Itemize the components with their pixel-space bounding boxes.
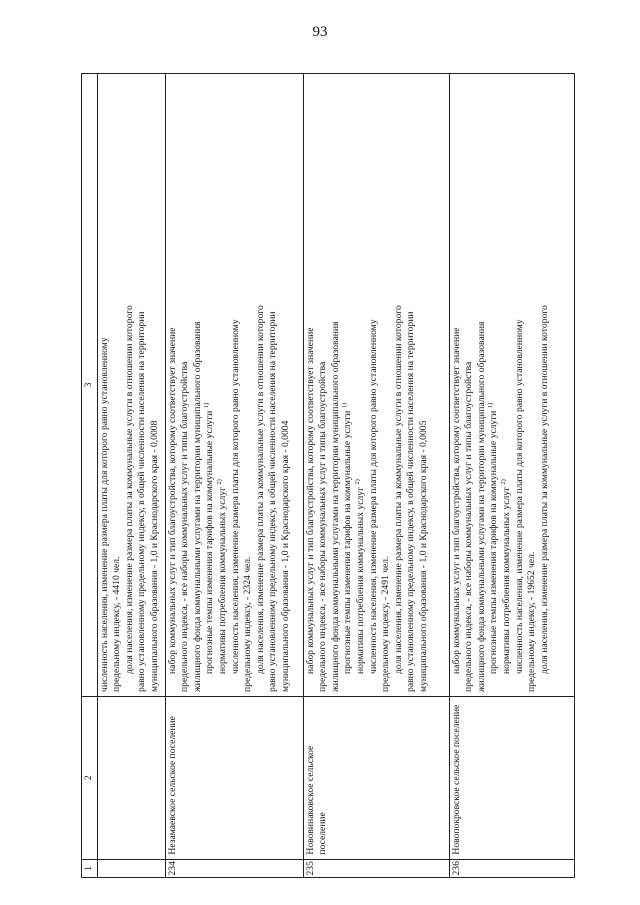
- detail-line: жилищного фонда коммунальными услугами на территории муниципального образования: [191, 321, 203, 692]
- row-municipality: Незамаевское сельское поселение: [165, 696, 303, 859]
- detail-line: предельного индекса, - все наборы коммунальных услуг и типы благоустройства: [463, 361, 475, 692]
- detail-line-text: нормативы потребления коммунальных услуг: [354, 487, 366, 674]
- detail-line-text: нормативы потребления коммунальных услуг: [216, 487, 228, 674]
- detail-line-text: прогнозные темпы изменения тарифов на коммунальные услуги: [342, 410, 354, 674]
- table-row: [449, 74, 574, 878]
- header-col-1: 1: [82, 859, 98, 877]
- detail-line: предельному индексу, - 2491 чел.: [380, 556, 392, 692]
- table-row: [303, 74, 449, 878]
- detail-line: численность населения, изменение размера платы для которого равно установленному: [513, 319, 525, 674]
- footnote-1: 1): [487, 402, 495, 409]
- row-municipality: [97, 696, 165, 859]
- detail-line: набор коммунальных услуг и тип благоустройства, которому соответствует значение: [304, 327, 316, 674]
- detail-line: муниципального образования - 1,0 и Краснодарского края - 0,0008: [148, 420, 160, 692]
- detail-line: численность населения, изменение размера платы для которого равно установленному: [367, 319, 379, 674]
- detail-line: доля населения, изменение размера платы за коммунальные услуги в отношении которого: [254, 305, 266, 674]
- detail-line: [501, 78, 514, 692]
- row-details: [449, 74, 574, 697]
- detail-line: [355, 78, 368, 692]
- detail-line: набор коммунальных услуг и тип благоустройства, которому соответствует значение: [450, 327, 462, 674]
- detail-line: доля населения, изменение размера платы за коммунальные услуги в отношении которого: [538, 305, 550, 674]
- row-details: [97, 74, 165, 697]
- detail-line: доля населения, изменение размера платы за коммунальные услуги в отношении которого: [392, 305, 404, 674]
- detail-line: предельного индекса, - все наборы коммунальных услуг и типы благоустройства: [317, 361, 329, 692]
- footnote-2: 2): [215, 479, 223, 485]
- detail-line: [488, 78, 501, 692]
- table-row: [165, 74, 303, 878]
- footnote-1: 1): [341, 402, 349, 409]
- detail-line: муниципального образования - 1,0 и Краснодарского края - 0,0005: [417, 420, 429, 692]
- detail-line: жилищного фонда коммунальными услугами на территории муниципального образования: [475, 321, 487, 692]
- detail-line: [204, 78, 217, 692]
- footnote-2: 2): [353, 479, 361, 485]
- table-header-row: [82, 74, 98, 878]
- footnote-1: 1): [203, 402, 211, 409]
- row-details: [303, 74, 449, 697]
- detail-line: доля населения, изменение размера платы за коммунальные услуги в отношении которого: [123, 305, 135, 674]
- detail-line: численность населения, изменение размера платы для которого равно установленному: [229, 319, 241, 674]
- header-col-2: 2: [82, 696, 98, 859]
- detail-line: набор коммунальных услуг и тип благоустройства, которому соответствует значение: [166, 327, 178, 674]
- rotated-table-wrapper: [81, 73, 575, 878]
- tariff-table: [81, 73, 575, 878]
- detail-line: равно установленному предельному индексу, в общей численности населения на территории: [267, 311, 279, 692]
- row-municipality: Новопокровское сельское поселение: [449, 696, 574, 859]
- footnote-2: 2): [499, 479, 507, 485]
- detail-line: [217, 78, 230, 692]
- detail-line: жилищного фонда коммунальными услугами на территории муниципального образования: [329, 321, 341, 692]
- detail-line: предельному индексу, - 4410 чел.: [111, 556, 123, 692]
- detail-line: равно установленному предельному индексу, в общей численности населения на территории: [405, 311, 417, 692]
- row-municipality: Нововинаковское сельское поселение: [303, 696, 449, 859]
- row-number: [97, 859, 165, 877]
- header-col-3: 3: [82, 74, 98, 697]
- detail-line: предельному индексу, - 2324 чел.: [242, 556, 254, 692]
- page-number: 93: [312, 24, 328, 40]
- detail-line: равно установленному предельному индексу, в общей численности населения на территории: [136, 311, 148, 692]
- detail-line-text: прогнозные темпы изменения тарифов на коммунальные услуги: [488, 410, 500, 674]
- row-number: 235: [303, 859, 449, 877]
- row-number: 234: [165, 859, 303, 877]
- detail-line-text: нормативы потребления коммунальных услуг: [500, 487, 512, 674]
- detail-line-text: прогнозные темпы изменения тарифов на коммунальные услуги: [204, 410, 216, 674]
- table-row-continuation: [97, 74, 165, 878]
- detail-line: предельному индексу, - 19652 чел.: [526, 551, 538, 692]
- detail-line: [342, 78, 355, 692]
- row-details: [165, 74, 303, 697]
- row-number: 236: [449, 859, 574, 877]
- detail-line: предельного индекса, - все наборы коммунальных услуг и типы благоустройства: [179, 361, 191, 692]
- detail-line: муниципального образования - 1,0 и Краснодарского края - 0,0004: [279, 420, 291, 692]
- detail-line: численность населения, изменение размера платы для которого равно установленному: [98, 337, 110, 692]
